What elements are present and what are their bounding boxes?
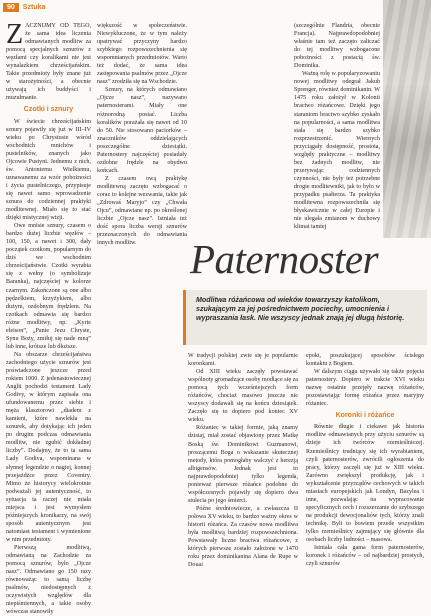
paragraph: Owe mnisie sznury, czasem o bardzo dużej liczbie węzłów – 100, 150, a nawet i 300, dały początek czotkom, popularnym do dziś we wschodnim chrześcijaństwie. Czotki wyrabia się z wełny (o symbolizuje Baranka), najczęściej w kolorze czarnym. Zakończone są one albo pędzelkiem, krzyżykiem, albo dużym, ozdobnym frędzlem. Na czotkach odmawia się bardzo różne modlitwy, np. „Kyrie eleison”, „Panie Jezu Chryste, Synu Boży, zmiłuj się nade mną” lub inne, krótsze lub dłuższe. xyxy=(6,223,91,350)
paragraph: większość w społeczeństwie. Niewykluczone, że w tym należy upatrywać przyczyny bardzo szybkiego rozpowszechnienia się wspomnianych przedmiotów. Warto też dodać, że sama idea zastępowania psalmów przez „Ojcze nasz” zrodziła się na Wschodzie. xyxy=(97,23,187,86)
photo-overlay xyxy=(383,0,431,238)
paragraph: epoki, poszukującej sposobów ścisłego kontaktu z Bogiem. xyxy=(306,353,424,368)
paragraph: Sznury, na których odmawiano „Ojcze nasz”, nazywano paternosterami. Miały one różnorodną postać. Liczba koralików porażała się nawet od 10 do 50. Nie stosowano paciorków – znaczników oddzielających poszczególne dziesiątki. Paternostery najczęściej posiadały ozdobne frędzle na obydwu końcach. xyxy=(97,87,187,174)
column-3 xyxy=(294,22,380,231)
lead-box xyxy=(183,290,427,345)
paragraph: Z czasem ową praktykę modlitewną zaczęto wzbogacać o coraz to kolejne wezwania, takie jak „Zdrowaś Maryjo” czy „Chwała Ojcu”, odmawiane np. po określonej liczbie „Ojcze nasz”. Istniała też dość spora liczba wersji sznurów przeznaczonych do odmawiania innych modlitw. xyxy=(97,175,187,247)
paragraph: W tradycji polskiej zwie się je popularnie koronkami. xyxy=(188,353,298,368)
column-5 xyxy=(306,352,424,599)
paragraph: (szczególnie Flandria, obecnie Francja). Najprawdopodobniej właśnie tam też zaczęto zaliczać do tej modlitwy wzbogacone pobożności z postacią św. Dominika. xyxy=(294,23,380,70)
drop-cap: Z xyxy=(6,19,24,50)
paragraph: Pierwszą modlitwą, odmawianą na Zachodzie za pomocą sznurów, było „Ojcze nasz”. Odmawiano go 150 razy równoważąc to samą liczbę psalmów, niedostępnych z oczywistych względów dla niepiśmiennych, a takie osoby wówczas stanowiły xyxy=(6,545,91,616)
paragraph: Równie długie i ciekawe jak historia modlitw odmawianych przy użyciu sznurów są dzieje ich twórców rzemieślniczej. Rzemieślnicy trudniący się ich wyrabianiem, czyli paternosterów, zwrócili ogłoszenia do pracy, którzy zaczęli się już w XIII wieku. Zarówno zwiększył produkcję, jak i wykształcenie przyrządów cechowych w takich miastach europejskich jak Londyn, Bazylea i inne, pozwalając na wypracowanie specyficznych cech i rozszerzanie do szybszego na produkcji dewocjonaliów tych, którzy znali technikę. Byli to bowiem przede wszystkim tylko rzemieślnicy zajmujący się głównie dla osobach liczby ludności – masowa. xyxy=(306,424,424,544)
lead-text: Modlitwa różańcowa od wieków towarzyszy katolikom, szukającym za jej pośrednictwem pociechy, umocnienia i wypraszania łask. Nie wszyscy jednak znają jej długą historię. xyxy=(196,296,405,322)
paragraph: Istniała cała gama form paternosterów, koronek i różańców – od najbardziej prostych, czyli sznurów xyxy=(306,545,424,568)
subheading-koronki: Koronki i różańce xyxy=(335,412,395,420)
page-number: 90 xyxy=(3,3,19,12)
paragraph: Różaniec w takiej formie, jaką znamy dzisiaj, miał zostać objawiony przez Matkę Boską św. Dominikowi Guzmanowi, proszącemu Boga o wskazanie skutecznej metody, która pomogłaby walczyć z herezją albigensów. Jednak jest to najprawdopodobniej tylko legenda, ponieważ pierwsze różańce podobne do współczesnych pojawiły się dopiero dwa stulecia po jego śmierci. xyxy=(188,425,298,504)
paragraph: W dalszym ciągu używało się także pojęcia paternostery. Dopiero w trakcie XVI wieku nazwę ostatnie przejęły nazwę różańców, pozostawiając formę różańca przez maryjny różaniec. xyxy=(306,369,424,408)
paragraph: Od XIII wieku zaczęły powstawać wspólnoty gromadzące osoby modlące się za pomocą tych wcześniejszych form różańców, chociaż masowo jeszcze nie wszyscy dodawali się na końcu dziesiątek. Zaczęło się to dopiero pod koniec XV wieku. xyxy=(188,369,298,424)
paragraph: Ważną rolę w popularyzowaniu nowej modlitwy odegrał Jakub Sprenger, również dominikanin. W 1475 roku założył w Kolonii bractwo różańcowe. Dzięki jego staraniom bractwo szybko zyskało na popularności, a sama modlitwa stała się bardzo szybko rozprzestrzenić. Wiernych przyciągały dostępność, prostota, względy praktyczne – modlitwy bez żadnych modlitw, nie przerywając codziennych czynności, nie były też potrzebne drogie modlitewniki, jak to było w przypadku psałterza. Ta praktyka modlitewna rozpowszechniła się błyskawicznie w całej Europie i nie ulegała zmianom w duchowy klimat tamtej xyxy=(294,71,380,231)
subheading-czotki: Czotki i sznury xyxy=(23,106,74,114)
column-4 xyxy=(188,352,298,599)
article-title: Paternoster xyxy=(190,236,379,282)
column-1 xyxy=(6,19,91,616)
paragraph: Na obszarze chrześcijaństwa zachodniego użycie sznurów jest poświadczone jeszcze przed rokiem 1000. Z jedenastowiecznej Anglii pochodzi testament Lady Godivy, w którym zapisała ona ufundowanemu przez siebie i męża klasztorowi „diadem z kamieni, które nawlekła na sznurek, aby dotykając ich jeden po drugim podczas odmawiania modlitw, nie zgubić dokładnej liczby”. Dodajmy, że to ta sama Lady Godiva, wspominana w słynnej legendzie o nagiej, konnej przejażdżce przez Coventry. Mimo że historycy wielokrotnie podważali jej autentyczność, to sytuacja ta raczej nie miała miejsca i jest wymysłem późniejszych kronikarzy, na swój sposób autentycznym jest natomiast testament i wymienione w nim przedmioty. xyxy=(6,351,91,543)
column-2 xyxy=(97,22,187,247)
paragraph: W świecie chrześcijańskim sznury pojawiły się już w III–IV wieku po Chrystusie wśród wschodnich mnichów i pustelników, znanych jako Ojcowie Pustyni. Jednemu z nich, św. Antoniemu Wielkiemu, uznawanemu za wzór pobożności i życia pustelniczego, przypisuje się nawet samo wprowadzenie sznura do codziennej praktyki modlitewnej. Miało się to stać dzięki mistycznej wizji. xyxy=(6,118,91,222)
section-label: Sztuka xyxy=(22,3,46,11)
paragraph: Późne średniowiecze, a zwłaszcza II połowa XV wieku, to bardzo ważny okres w historii różańca. Za czasów nowa modlitwa była modlitwą bardziej rozpowszechniona. Powstawały liczne bractwa różańcowe, z których pierwsze zostało założone w 1470 roku przez dominikanina Alana de Rupe w Douai xyxy=(188,505,298,569)
page-header xyxy=(0,0,45,14)
intro-paragraph: ZACZNIJMY OD TEGO, że sama idea liczenia odmawianych modlitw za pomocą specjalnych sznurów z węzłami czy koralikami nie jest wynalazkiem chrześcijańskim. Takie przedmioty były znane już w starożytności, a obecnie używają ich buddyści i muzułmanie. xyxy=(6,19,91,102)
